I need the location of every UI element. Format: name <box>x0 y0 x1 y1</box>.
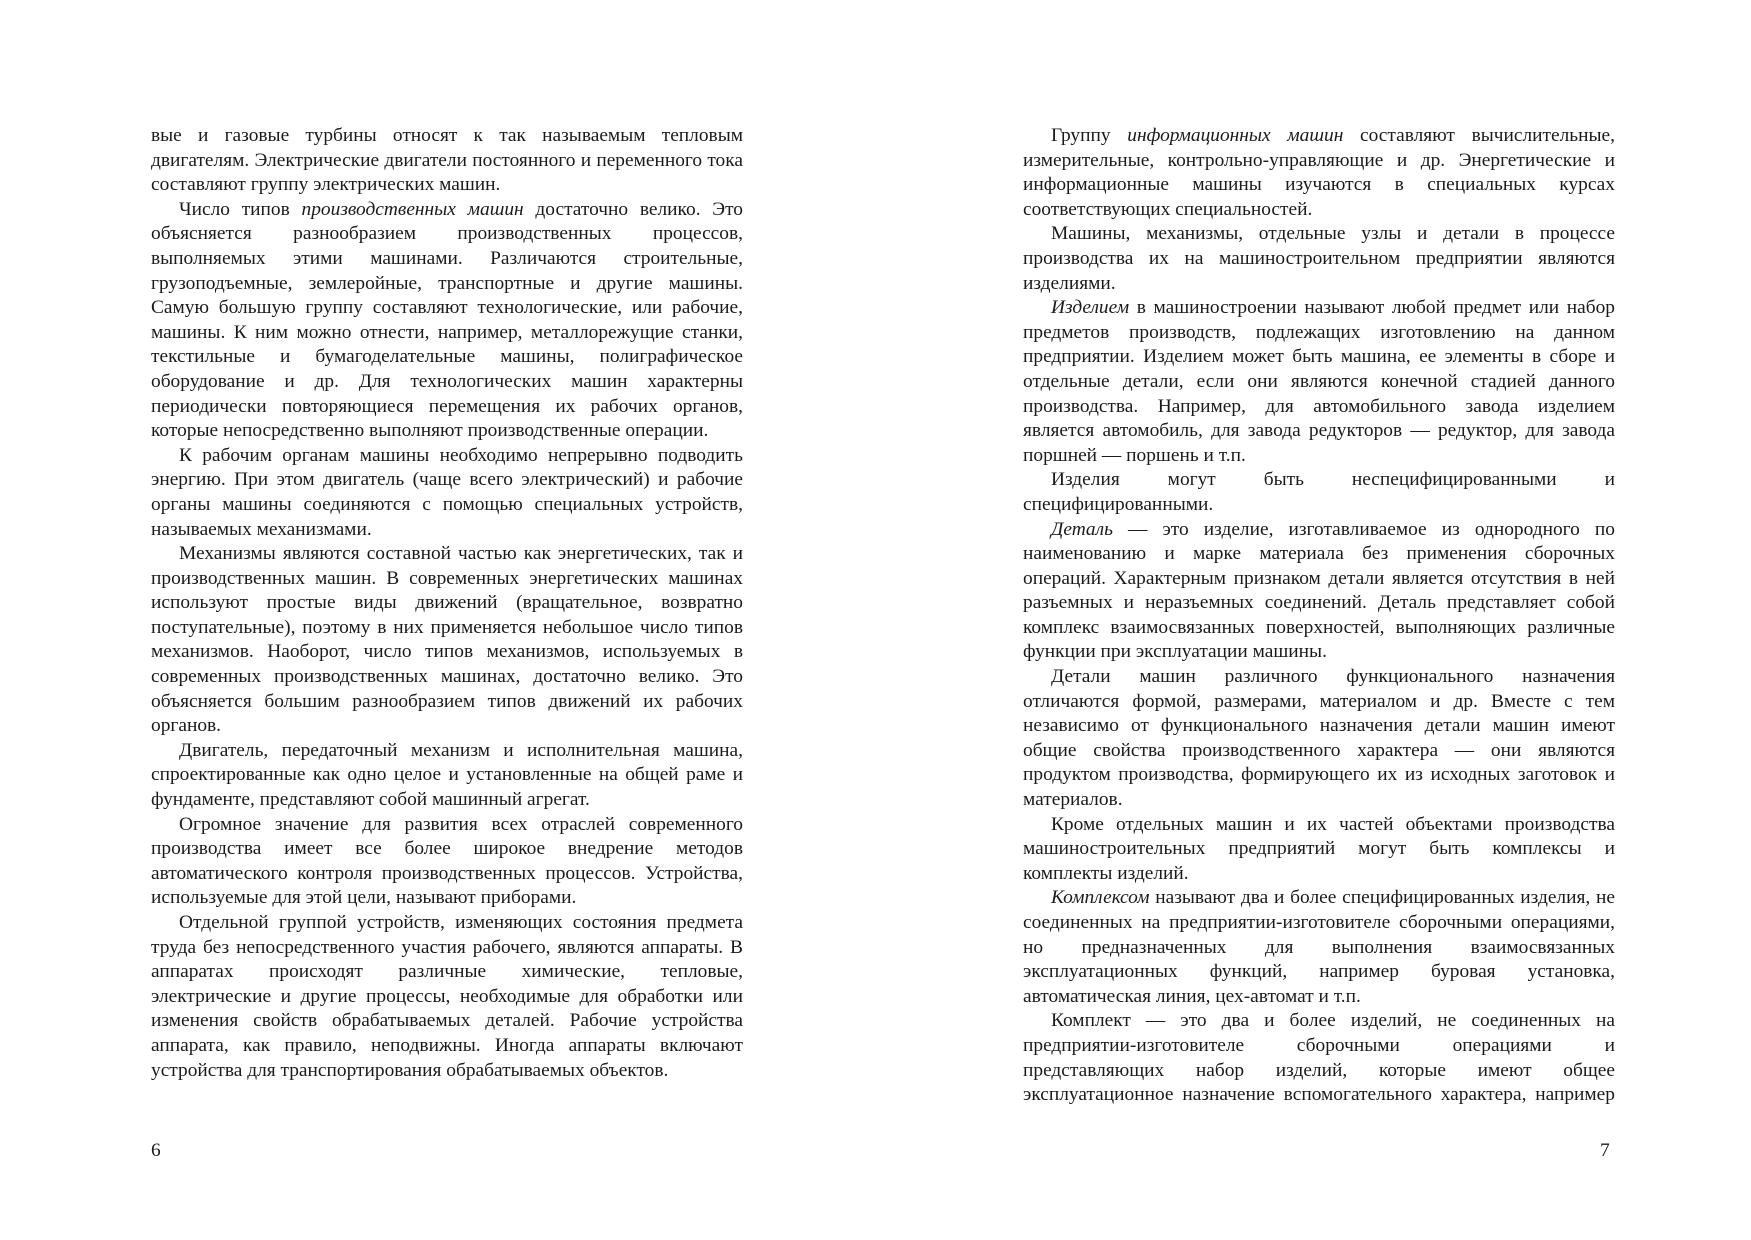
italic-term: Деталь <box>1051 518 1113 540</box>
italic-term: производственных машин <box>301 198 524 220</box>
paragraph: вые и газовые турбины относят к так называемым тепловым двигателям. Электрические двигатели постоянного и переменного тока составляют группу электрических машин. <box>151 125 743 196</box>
paragraph: Группу информационных машин составляют вычислительные, измерительные, контрольно-управляющие и др. Энергетические и информационные машины изучаются в специальных курсах соответствующих специальностей. <box>1023 125 1615 220</box>
paragraph: Огромное значение для развития всех отраслей современного производства имеет все более широкое внедрение методов автоматического контроля производственных процессов. Устройства, используемые для этой цели, называют приборами. <box>151 813 743 909</box>
paragraph: Двигатель, передаточный механизм и исполнительная машина, спроектированные как одно целое и установленные на общей раме и фундаменте, представляют собой машинный агрегат. <box>151 739 743 811</box>
right-page-text <box>1023 124 1615 1108</box>
paragraph: Отдельной группой устройств, изменяющих состояния предмета труда без непосредственного участия рабочего, являются аппараты. В аппаратах происходят различные химические, тепловые, электрические и другие процессы, необходимые для обработки или изменения свойств обрабатываемых деталей. Рабочие устройства аппарата, как правило, неподвижны. Иногда аппараты включают устройства для транспортирования обрабатываемых объектов. <box>151 912 743 1081</box>
paragraph: К рабочим органам машины необходимо непрерывно подводить энергию. При этом двигатель (чаще всего электрический) и рабочие органы машины соединяются с помощью специальных устройств, называемых механизмами. <box>151 444 743 540</box>
paragraph: Деталь — это изделие, изготавливаемое из однородного по наименованию и марке материала без применения сборочных операций. Характерным признаком детали является отсутствия в ней разъемных и неразъемных соединений. Деталь представляет собой комплекс взаимосвязанных поверхностей, выполняющих различные функции при эксплуатации машины. <box>1023 518 1615 663</box>
paragraph: Изделием в машиностроении называют любой предмет или набор предметов производств, подлежащих изготовлению на данном предприятии. Изделием может быть машина, ее элементы в сборе и отдельные детали, если они являются конечной стадией данного производства. Например, для автомобильного завода изделием является автомобиль, для завода редукторов — редуктор, для завода поршней — поршень и т.п. <box>1023 297 1615 466</box>
paragraph: Детали машин различного функционального назначения отличаются формой, размерами, материалом и др. Вместе с тем независимо от функционального назначения детали машин имеют общие свойства производственного характера — они являются продуктом производства, формирующего их из исходных заготовок и материалов. <box>1023 666 1615 811</box>
paragraph: Машины, механизмы, отдельные узлы и детали в процессе производства их на машиностроительном предприятии являются изделиями. <box>1023 223 1615 294</box>
paragraph: Изделия могут быть неспецифицированными и специфицированными. <box>1023 469 1615 515</box>
page-number-right: 7 <box>1600 1140 1610 1161</box>
paragraph: Комплексом называют два и более специфицированных изделия, не соединенных на предприятии-изготовителе сборочными операциями, но предназначенных для выполнения взаимосвязанных эксплуатационных функций, например буровая установка, автоматическая линия, цех-автомат и т.п. <box>1023 887 1615 1007</box>
paragraph: Механизмы являются составной частью как энергетических, так и производственных машин. В современных энергетических машинах используют простые виды движений (вращательное, возвратно поступательные), поэтому в них применяется небольшое число типов механизмов. Наоборот, число типов механизмов, используемых в современных производственных машинах, достаточно велико. Это объясняется большим разнообразием типов движений их рабочих органов. <box>151 543 743 737</box>
left-page-text <box>151 124 743 1083</box>
italic-term: Комплексом <box>1051 887 1150 909</box>
italic-term: информационных машин <box>1127 125 1344 146</box>
italic-term: Изделием <box>1051 297 1130 319</box>
paragraph: Кроме отдельных машин и их частей объектами производства машиностроительных предприятий могут быть комплексы и комплекты изделий. <box>1023 813 1615 884</box>
paragraph: Комплект — это два и более изделий, не соединенных на предприятии-изготовителе сборочными операциями и представляющих набор изделий, которые имеют общее эксплуатационное назначение вспомогательного характера, например <box>1023 1010 1615 1106</box>
paragraph: Число типов производственных машин достаточно велико. Это объясняется разнообразием производственных процессов, выполняемых этими машинами. Различаются строительные, грузоподъемные, землеройные, транспортные и другие машины. Самую большую группу составляют технологические, или рабочие, машины. К ним можно отнести, например, металлорежущие станки, текстильные и бумагоделательные машины, полиграфическое оборудование и др. Для технологических машин характерны периодически повторяющиеся перемещения их рабочих органов, которые непосредственно выполняют производственные операции. <box>151 198 743 442</box>
page-number-left: 6 <box>151 1140 161 1161</box>
